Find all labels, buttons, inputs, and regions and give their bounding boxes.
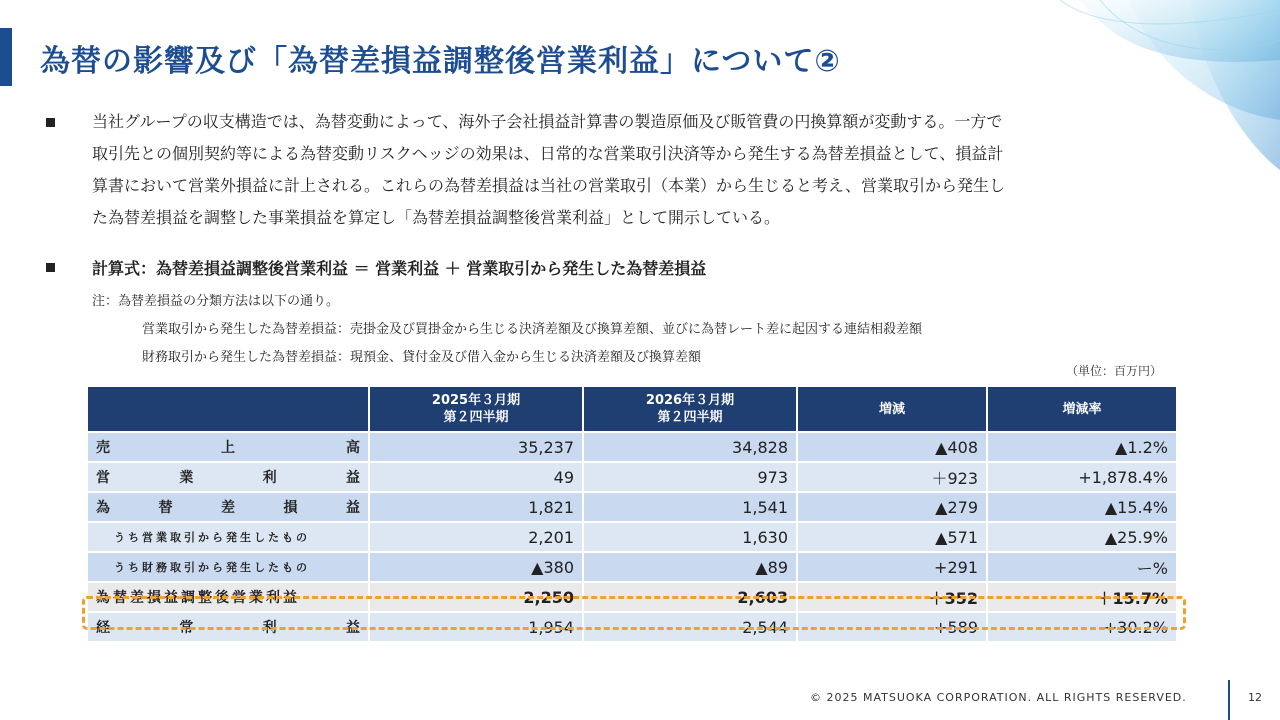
row-label bbox=[88, 463, 368, 491]
cell-change-rate: ▲15.4% bbox=[988, 493, 1176, 521]
cell-fy2026: 34,828 bbox=[584, 433, 796, 461]
header-blank bbox=[88, 387, 368, 431]
row-label-char: 益 bbox=[346, 500, 360, 516]
row-label: 為替差損益調整後営業利益 bbox=[88, 583, 368, 611]
row-label-char: 損 bbox=[283, 500, 298, 516]
cell-fy2025: 49 bbox=[370, 463, 582, 491]
row-label-char: 益 bbox=[345, 620, 360, 636]
row-label-char: 常 bbox=[179, 620, 194, 636]
header-fy2026-period: 第２四半期 bbox=[657, 410, 723, 425]
cell-change: ＋352 bbox=[798, 583, 986, 611]
page-number: 12 bbox=[1248, 691, 1262, 704]
row-label-char: 差 bbox=[221, 500, 235, 516]
row-label bbox=[88, 613, 368, 641]
header-fy2025 bbox=[370, 387, 582, 431]
table-row bbox=[88, 493, 1176, 521]
header-change: 増減 bbox=[798, 387, 986, 431]
row-label bbox=[88, 433, 368, 461]
cell-change-rate: +30.2% bbox=[988, 613, 1176, 641]
cell-fy2025: 2,201 bbox=[370, 523, 582, 551]
row-label-char: 為 bbox=[96, 500, 110, 516]
note-title: 注：為替差損益の分類方法は以下の通り。 bbox=[92, 294, 340, 309]
row-label-char: 業 bbox=[179, 470, 194, 486]
unit-label: （単位：百万円） bbox=[1065, 364, 1162, 378]
square-bullet-icon bbox=[46, 118, 55, 127]
table-row bbox=[88, 613, 1176, 641]
cell-change: ▲279 bbox=[798, 493, 986, 521]
row-label-char: 売 bbox=[96, 440, 110, 456]
table-row-highlighted bbox=[88, 583, 1176, 611]
square-bullet-icon bbox=[46, 263, 55, 272]
table-header-row bbox=[88, 387, 1176, 431]
paragraph-line: 当社グループの収支構造では、為替変動によって、海外子会社損益計算書の製造原価及び販管費の円換算額が変動する。一方で bbox=[92, 112, 1003, 131]
cell-fy2025: 1,821 bbox=[370, 493, 582, 521]
cell-change-rate: ▲1.2% bbox=[988, 433, 1176, 461]
footer-divider bbox=[1228, 680, 1230, 720]
paragraph-line: 取引先との個別契約等による為替変動リスクヘッジの効果は、日常的な営業取引決済等から発生する為替差損益として、損益計 bbox=[92, 144, 1004, 163]
cell-change: +589 bbox=[798, 613, 986, 641]
row-label-char: 経 bbox=[96, 620, 110, 636]
cell-fy2025: 35,237 bbox=[370, 433, 582, 461]
row-label-char: 営 bbox=[96, 470, 110, 486]
cell-fy2025: 1,954 bbox=[370, 613, 582, 641]
cell-change-rate: ▲25.9% bbox=[988, 523, 1176, 551]
row-label: うち営業取引から発生したもの bbox=[88, 523, 368, 551]
cell-change-rate: ー% bbox=[988, 553, 1176, 581]
cell-fy2026: 1,630 bbox=[584, 523, 796, 551]
paragraph-line: 算書において営業外損益に計上される。これらの為替差損益は当社の営業取引（本業）から生じると考え、営業取引から発生し bbox=[92, 176, 1005, 195]
cell-change: ▲571 bbox=[798, 523, 986, 551]
financial-table bbox=[86, 385, 1178, 643]
table-row bbox=[88, 433, 1176, 461]
row-label-char: 替 bbox=[158, 500, 173, 516]
note-operating: 営業取引から発生した為替差損益：売掛金及び買掛金から生じる決済差額及び換算差額、並びに為替レート差に起因する連結相殺差額 bbox=[142, 322, 923, 337]
cell-fy2026: ▲89 bbox=[584, 553, 796, 581]
header-fy2026 bbox=[584, 387, 796, 431]
formula-text: 計算式：為替差損益調整後営業利益 ＝ 営業利益 ＋ 営業取引から発生した為替差損益 bbox=[92, 259, 707, 278]
cell-fy2025: 2,250 bbox=[370, 583, 582, 611]
note-financial: 財務取引から発生した為替差損益：現預金、貸付金及び借入金から生じる決済差額及び換算差額 bbox=[142, 350, 702, 365]
cell-change: ＋923 bbox=[798, 463, 986, 491]
cell-change-rate: +1,878.4% bbox=[988, 463, 1176, 491]
row-label-char: 益 bbox=[345, 470, 360, 486]
header-change-rate: 増減率 bbox=[988, 387, 1176, 431]
paragraph-line: た為替差損益を調整した事業損益を算定し「為替差損益調整後営業利益」として開示している。 bbox=[92, 208, 781, 227]
description-paragraph bbox=[92, 106, 1172, 234]
row-label-char: 高 bbox=[346, 440, 360, 456]
cell-fy2026: 1,541 bbox=[584, 493, 796, 521]
table-row bbox=[88, 523, 1176, 551]
copyright-footer: © 2025 MATSUOKA CORPORATION. ALL RIGHTS RESERVED. bbox=[810, 691, 1187, 704]
table-row bbox=[88, 553, 1176, 581]
row-label-char: 利 bbox=[262, 620, 277, 636]
row-label: うち財務取引から発生したもの bbox=[88, 553, 368, 581]
cell-fy2026: 2,603 bbox=[584, 583, 796, 611]
cell-fy2025: ▲380 bbox=[370, 553, 582, 581]
table-row bbox=[88, 463, 1176, 491]
cell-change-rate: ＋15.7% bbox=[988, 583, 1176, 611]
row-label-char: 上 bbox=[221, 440, 235, 456]
row-label-char: 利 bbox=[262, 470, 277, 486]
row-label bbox=[88, 493, 368, 521]
cell-fy2026: 2,544 bbox=[584, 613, 796, 641]
cell-change: +291 bbox=[798, 553, 986, 581]
page-title: 為替の影響及び「為替差損益調整後営業利益」について② bbox=[40, 44, 841, 79]
header-fy2025-year: 2025年３月期 bbox=[431, 393, 521, 408]
cell-fy2026: 973 bbox=[584, 463, 796, 491]
header-fy2025-period: 第２四半期 bbox=[443, 410, 509, 425]
header-fy2026-year: 2026年３月期 bbox=[645, 393, 735, 408]
cell-change: ▲408 bbox=[798, 433, 986, 461]
title-accent-bar bbox=[0, 28, 12, 86]
